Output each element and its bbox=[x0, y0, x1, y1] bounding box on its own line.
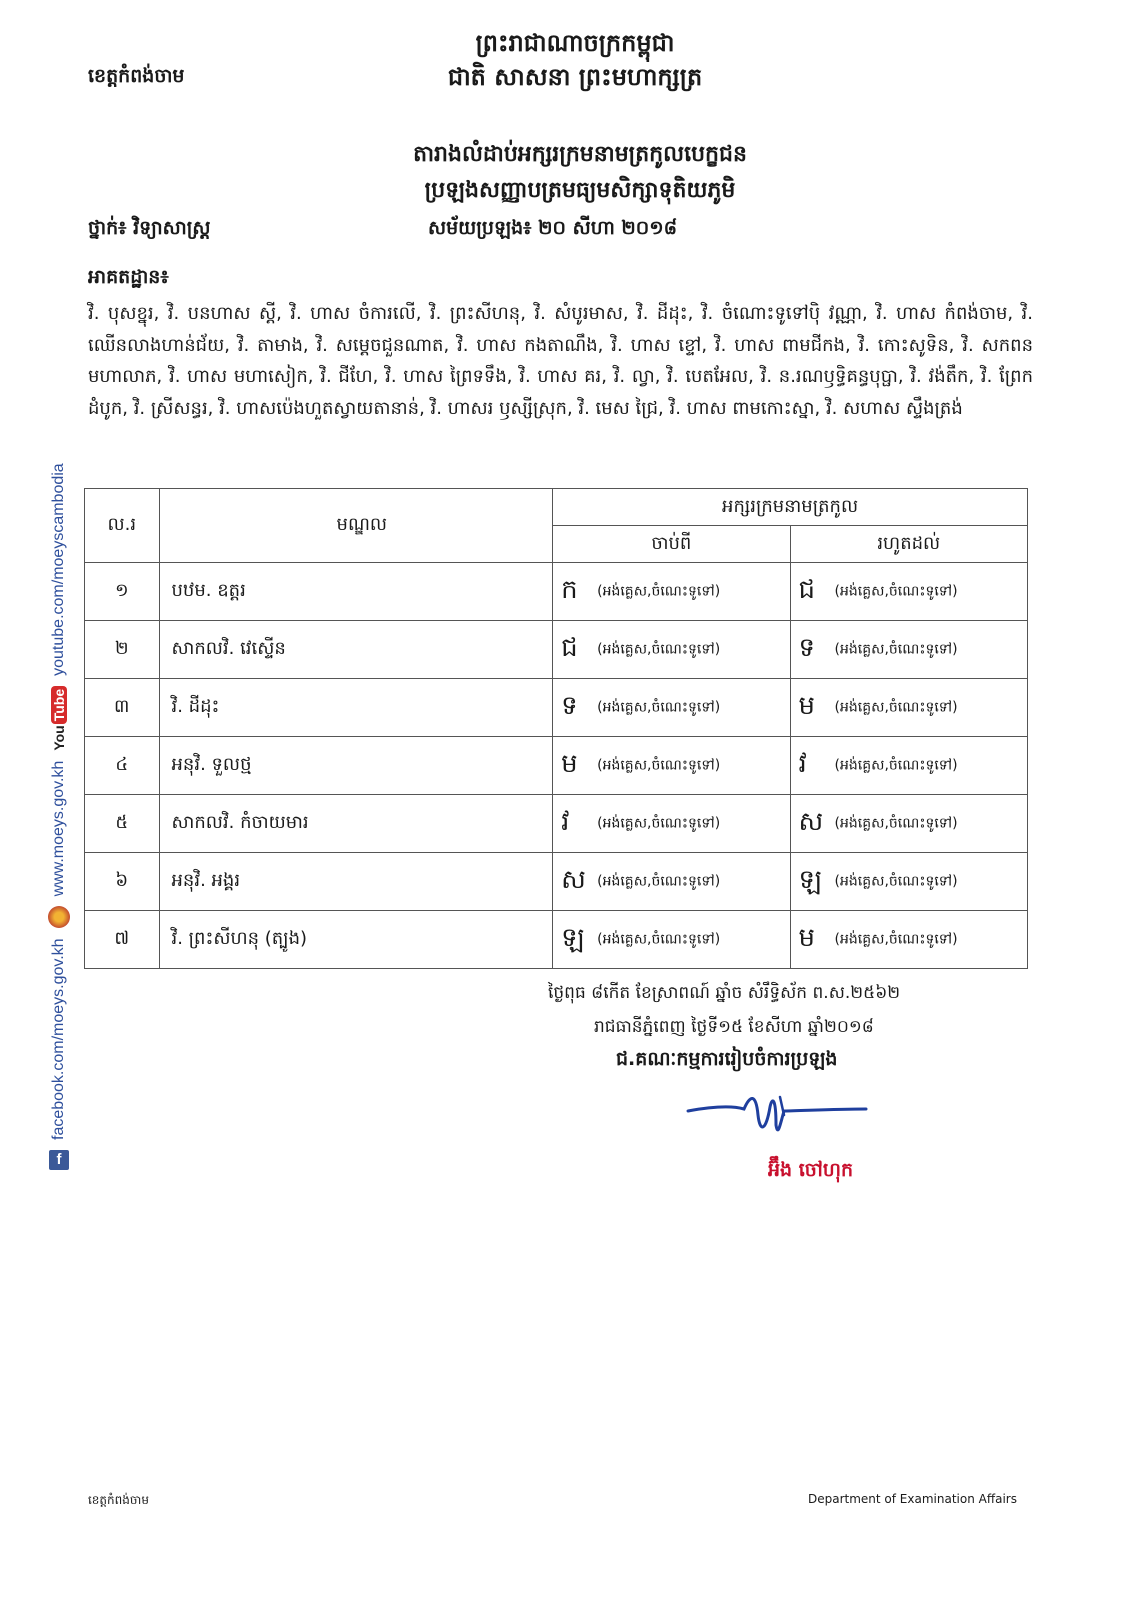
committee-title: ជ.គណៈកម្មការរៀបចំការប្រឡង bbox=[616, 1048, 838, 1070]
city-date: រាជធានីភ្នំពេញ ថ្ងៃទី១៥ ខែសីហា ឆ្នាំ២០១៨ bbox=[594, 1017, 874, 1037]
letter-from-cell bbox=[553, 853, 790, 911]
exam-center: អនុវិ. អង្គរ bbox=[159, 853, 553, 911]
letter-note: (អង់គ្លេស,ចំណេះទូទៅ) bbox=[834, 641, 958, 657]
letter-note: (អង់គ្លេស,ចំណេះទូទៅ) bbox=[834, 873, 958, 889]
row-number: ៥ bbox=[85, 795, 160, 853]
letter-note: (អង់គ្លេស,ចំណេះទូទៅ) bbox=[834, 757, 958, 773]
footer-department: Department of Examination Affairs bbox=[808, 1492, 1017, 1506]
signature-graphic bbox=[680, 1085, 880, 1155]
col-to-header: រហូតដល់ bbox=[790, 526, 1027, 563]
letter-from-cell bbox=[553, 563, 790, 621]
exam-center: វិ. ព្រះសីហនុ (ត្បូង) bbox=[159, 911, 553, 969]
signature-stroke bbox=[780, 1097, 784, 1115]
exam-center: វិ. ដីដុះ bbox=[159, 679, 553, 737]
letter-from-cell bbox=[553, 679, 790, 737]
table-row bbox=[85, 911, 1028, 969]
letter-from: ជ bbox=[561, 632, 578, 663]
document-subtitle: ប្រឡងសញ្ញាបត្រមធ្យមសិក្សាទុតិយភូមិ bbox=[424, 178, 736, 203]
youtube-icon[interactable]: You Tube bbox=[51, 686, 67, 751]
kingdom-heading: ព្រះរាជាណាចក្រកម្ពុជា bbox=[475, 29, 675, 57]
footer-province: ខេត្តកំពង់ចាម bbox=[88, 1493, 149, 1507]
exam-center: បឋម. ឧត្តរ bbox=[159, 563, 553, 621]
motto-heading: ជាតិ សាសនា ព្រះមហាក្សត្រ bbox=[447, 63, 703, 91]
letter-to-cell bbox=[790, 679, 1027, 737]
facebook-link[interactable]: facebook.com/moeys.gov.kh bbox=[50, 938, 67, 1140]
table-row bbox=[85, 563, 1028, 621]
row-number: ១ bbox=[85, 563, 160, 621]
row-number: ២ bbox=[85, 621, 160, 679]
facebook-icon[interactable]: f bbox=[49, 1150, 69, 1170]
table-row bbox=[85, 679, 1028, 737]
letter-from: ទ bbox=[561, 690, 578, 721]
table-row bbox=[85, 853, 1028, 911]
exam-center: សាកលវិ. វេស្ទើន bbox=[159, 621, 553, 679]
col-center-header: មណ្ឌល bbox=[159, 489, 553, 563]
letter-to: ទ bbox=[798, 632, 816, 663]
lunar-date: ថ្ងៃពុធ ៨កើត ខែស្រាពណ៍ ឆ្នាំច សំរឹទ្ធិស័ក ព.ស.២៥៦២ bbox=[548, 983, 901, 1003]
letter-to-cell bbox=[790, 621, 1027, 679]
letter-to: ស bbox=[798, 806, 824, 837]
letter-note: (អង់គ្លេស,ចំណេះទូទៅ) bbox=[597, 699, 721, 715]
signature-stroke bbox=[688, 1098, 866, 1129]
schools-heading: អាគតដ្ឋាន៖ bbox=[88, 266, 169, 288]
letter-from-cell bbox=[553, 737, 790, 795]
exam-center: អនុវិ. ទួលថ្ម bbox=[159, 737, 553, 795]
subject-label: ថ្នាក់៖ វិទ្យាសាស្ត្រ bbox=[88, 217, 211, 239]
letter-to-cell bbox=[790, 563, 1027, 621]
letter-to-cell bbox=[790, 911, 1027, 969]
session-label: សម័យប្រឡង៖ ២០ សីហា ២០១៨ bbox=[428, 217, 678, 239]
letter-to-cell bbox=[790, 737, 1027, 795]
letter-note: (អង់គ្លេស,ចំណេះទូទៅ) bbox=[597, 873, 721, 889]
col-group-header: អក្សរក្រមនាមត្រកូល bbox=[553, 489, 1028, 526]
col-number-header: ល.រ bbox=[85, 489, 160, 563]
col-from-header: ចាប់ពី bbox=[553, 526, 790, 563]
letter-to: ជ bbox=[798, 574, 816, 605]
letter-note: (អង់គ្លេស,ចំណេះទូទៅ) bbox=[597, 641, 721, 657]
table-row bbox=[85, 795, 1028, 853]
youtube-link[interactable]: youtube.com/moeyscambodia bbox=[50, 463, 67, 676]
letter-from-cell bbox=[553, 795, 790, 853]
document-title: តារាងលំដាប់អក្សរក្រមនាមត្រកូលបេក្ខជន bbox=[413, 142, 747, 167]
signer-name: អ៊ឹង ចៅហុក bbox=[768, 1159, 854, 1181]
row-number: ៦ bbox=[85, 853, 160, 911]
table-header-row bbox=[85, 489, 1028, 526]
exam-center: សាកលវិ. កំចាយមារ bbox=[159, 795, 553, 853]
website-link[interactable]: www.moeys.gov.kh bbox=[50, 760, 67, 897]
letter-to: ឡ bbox=[798, 864, 823, 895]
letter-to: ម bbox=[798, 922, 816, 953]
table-row bbox=[85, 737, 1028, 795]
letter-to-cell bbox=[790, 853, 1027, 911]
letter-note: (អង់គ្លេស,ចំណេះទូទៅ) bbox=[834, 583, 958, 599]
row-number: ៤ bbox=[85, 737, 160, 795]
center-allocation-table bbox=[84, 488, 1028, 969]
letter-to: ម bbox=[798, 690, 816, 721]
letter-note: (អង់គ្លេស,ចំណេះទូទៅ) bbox=[597, 815, 721, 831]
letter-to-cell bbox=[790, 795, 1027, 853]
letter-note: (អង់គ្លេស,ចំណេះទូទៅ) bbox=[597, 757, 721, 773]
letter-note: (អង់គ្លេស,ចំណេះទូទៅ) bbox=[834, 815, 958, 831]
letter-from: ក bbox=[561, 574, 578, 605]
schools-list: វិ. បុសខ្នុរ, វិ. បនហាស ស្តី, វិ. ហាស ចំការលើ, វិ. ព្រះសីហនុ, វិ. សំបូរមាស, វិ. ដីដុះ, វិ. ចំណោះទូទៅប៉ិ វណ្ណា, វិ. ហាស កំពង់ចាម, វិ. ឈើនលាងហាន់ជ័យ, វិ. តាមាង, វិ. សម្តេចជួនណាត, វិ. ហាស កងតាណឹង, វិ. ហាស ខ្ទៅ, វិ. ហាស ពាមជីកង, វិ. កោះសូទិន, វិ. សកពន មហាលាភ, វិ. ហាស មហាសៀក, វិ. ជីហែ, វិ. ហាស ព្រៃទទឹង, វិ. ហាស គរ, វិ. ល្វា, វិ. បេតអែល, វិ. ន.រណឫទ្ធិគន្ធបុប្ផា, វិ. វង់តឹក, វិ. ព្រែកដំបូក, វិ. ស្រីសន្ធរ, វិ. ហាសប៉េងហួតស្វាយតានាន់, វិ. ហាសរ ឫស្សីស្រុក, វិ. មេស ជ្រៃ, វិ. ហាស ពាមកោះស្នា, វិ. សហាស ស្ទឹងត្រង់ bbox=[88, 303, 1033, 419]
letter-from: ឡ bbox=[561, 922, 585, 953]
letter-note: (អង់គ្លេស,ចំណេះទូទៅ) bbox=[597, 931, 721, 947]
letter-from: ស bbox=[561, 864, 586, 895]
row-number: ៧ bbox=[85, 911, 160, 969]
province-label: ខេត្តកំពង់ចាម bbox=[88, 65, 185, 87]
letter-from-cell bbox=[553, 621, 790, 679]
letter-from-cell bbox=[553, 911, 790, 969]
letter-from: ម bbox=[561, 748, 578, 779]
ministry-emblem-icon bbox=[48, 906, 70, 928]
letter-note: (អង់គ្លេស,ចំណេះទូទៅ) bbox=[834, 699, 958, 715]
letter-note: (អង់គ្លេស,ចំណេះទូទៅ) bbox=[834, 931, 958, 947]
letter-from: វ bbox=[561, 806, 570, 837]
table-row bbox=[85, 621, 1028, 679]
row-number: ៣ bbox=[85, 679, 160, 737]
letter-note: (អង់គ្លេស,ចំណេះទូទៅ) bbox=[597, 583, 721, 599]
social-links-sidebar bbox=[42, 410, 76, 1170]
letter-to: វ bbox=[798, 748, 807, 779]
